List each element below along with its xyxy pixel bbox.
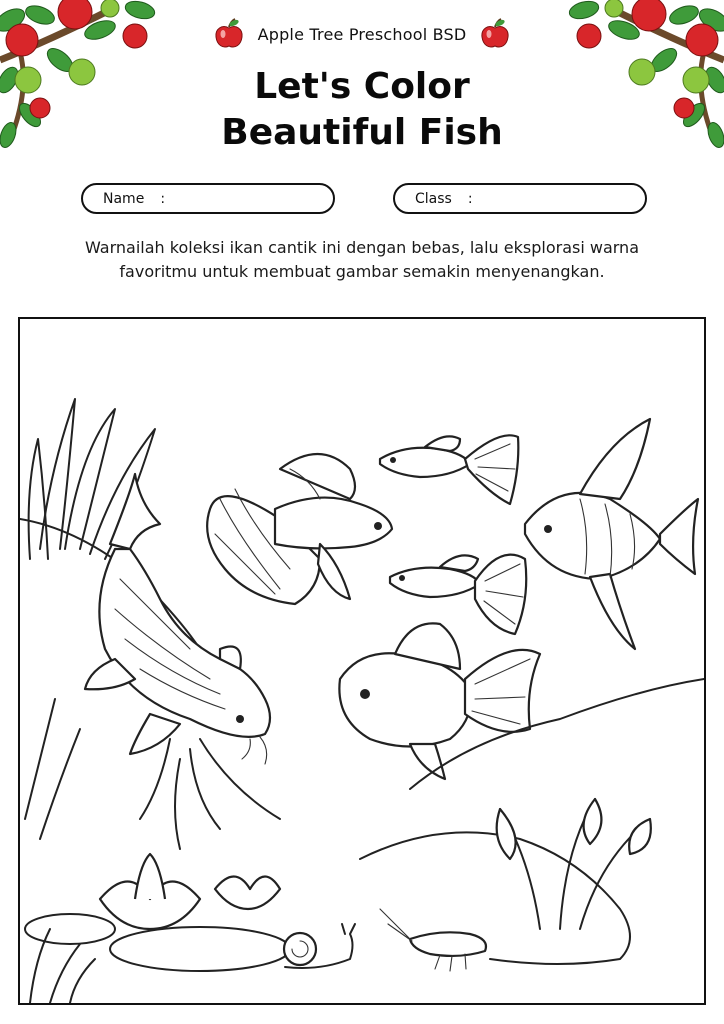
- name-separator: :: [160, 190, 166, 207]
- instruction-line-1: Warnailah koleksi ikan cantik ini dengan bebas, lalu eksplorasi warna: [85, 238, 639, 257]
- class-input[interactable]: [489, 191, 663, 207]
- name-field[interactable]: [81, 183, 335, 214]
- apple-icon: [214, 18, 244, 50]
- driftwood-roots: [140, 739, 280, 849]
- title-line-1: Let's Color: [254, 66, 470, 107]
- school-header: [0, 18, 724, 50]
- grass-bottom-left: [25, 699, 95, 1003]
- instruction-line-2: favoritmu untuk membuat gambar semakin menyenangkan.: [119, 262, 605, 281]
- angel-fish: [525, 419, 698, 649]
- name-input[interactable]: [181, 191, 355, 207]
- guppy-fish-middle: [390, 555, 526, 634]
- school-name: Apple Tree Preschool BSD: [257, 24, 467, 44]
- page-title: [0, 64, 724, 156]
- water-lily: [25, 854, 290, 971]
- betta-fish: [207, 454, 392, 604]
- instruction-text: [40, 236, 684, 284]
- fish-coloring-illustration: [20, 319, 704, 1003]
- title-line-2: Beautiful Fish: [221, 112, 503, 153]
- apple-icon: [480, 18, 510, 50]
- coloring-frame: [18, 317, 706, 1005]
- aquatic-plant-right: [497, 799, 651, 929]
- class-field[interactable]: [393, 183, 647, 214]
- goldfish: [339, 623, 540, 779]
- shrimp: [380, 909, 486, 971]
- name-label: Name: [103, 190, 145, 207]
- class-separator: :: [467, 190, 473, 207]
- class-label: Class: [415, 190, 452, 207]
- snail: [284, 924, 355, 968]
- guppy-fish-top: [380, 435, 518, 504]
